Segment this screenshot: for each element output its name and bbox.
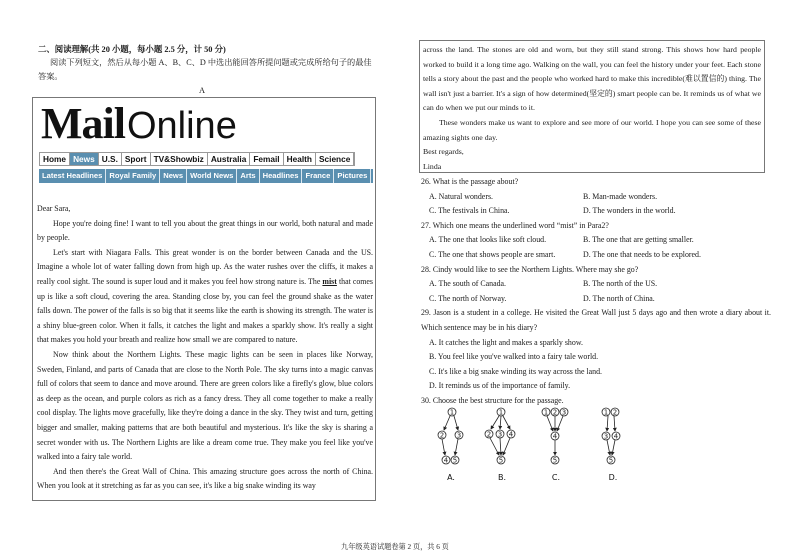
p2-text-before: Let's start with Niagara Falls. This great wonder is on the border between Canada and the US. Imagine a whole lot of water falling down from high up. As the water rushes over the cliffs, it makes a really cool sight. The sound is super loud and it makes you feel how strong nature is. The: [37, 247, 373, 286]
structure-diagram-b: [485, 408, 515, 465]
svg-text:1: 1: [498, 408, 504, 417]
question-27-stem: 27. Which one means the underlined word “mist” in Para2?: [421, 220, 609, 230]
logo-online-text: Online: [126, 105, 237, 147]
subnav-pictures[interactable]: Pictures: [334, 169, 371, 183]
q28-option-c[interactable]: C. The north of Norway.: [429, 293, 507, 303]
q27-option-b[interactable]: B. The one that are getting smaller.: [583, 235, 694, 245]
svg-text:4: 4: [508, 430, 514, 439]
svg-text:4: 4: [613, 432, 619, 441]
letter-greeting: Dear Sara,: [37, 204, 71, 213]
q28-option-a[interactable]: A. The south of Canada.: [429, 279, 506, 289]
q29-option-d[interactable]: D. It reminds us of the importance of family.: [429, 381, 571, 391]
q30-option-b[interactable]: B.: [497, 473, 507, 482]
q29-option-a[interactable]: A. It catches the light and makes a sparkly show.: [429, 337, 583, 347]
nav-item-news[interactable]: News: [70, 153, 99, 165]
question-26-options: [421, 190, 771, 219]
structure-diagram-a: [438, 408, 463, 465]
nav-item-home[interactable]: Home: [40, 153, 70, 165]
svg-text:2: 2: [486, 430, 492, 439]
svg-text:4: 4: [552, 432, 558, 441]
passage-box: [32, 97, 376, 501]
subnav-headlines[interactable]: Headlines: [260, 169, 303, 183]
nav-item-femail[interactable]: Femail: [250, 153, 283, 165]
question-29-stem: 29. Jason is a student in a college. He visited the Great Wall just 5 days ago and then wrote a diary about it. Which sentence may be in his diary?: [421, 308, 771, 332]
letter-signature: Linda: [423, 161, 442, 171]
svg-text:4: 4: [443, 456, 449, 465]
nav-item-australia[interactable]: Australia: [208, 153, 251, 165]
underlined-word-mist: mist: [322, 276, 337, 286]
subnav-royal-family[interactable]: Royal Family: [106, 169, 160, 183]
structure-diagram-d: [602, 408, 620, 465]
passage-letter: A: [199, 86, 206, 95]
svg-text:5: 5: [452, 456, 458, 465]
svg-text:2: 2: [612, 408, 618, 417]
question-28-options: [421, 277, 771, 306]
question-28-stem: 28. Cindy would like to see the Northern Lights. Where may she go?: [421, 264, 639, 274]
sub-nav-bar: [39, 169, 373, 183]
letter-body: [37, 202, 373, 494]
svg-text:3: 3: [561, 408, 567, 417]
structure-diagram-c: [542, 408, 568, 465]
q29-option-b[interactable]: B. You feel like you've walked into a fairy tale world.: [429, 352, 599, 362]
question-26-stem: 26. What is the passage about?: [421, 177, 519, 186]
letter-paragraph-4-cont: across the land. The stones are old and worn, but they still stand strong. This shows how hard people worked to build it a long time ago. Walking on the wall, you can feel the history under your feet. Each stone tells a story about the past and the people who worked hard to make this incredible(难以置信的) thing. The wall isn't just a barrier. It's a sign of how determined(坚定的) smart people can be. It reminds us of what we can do when we put our minds to it.: [423, 45, 761, 113]
q28-option-d[interactable]: D. The north of China.: [583, 293, 655, 303]
question-list: [421, 175, 771, 409]
letter-paragraph-1: Hope you're doing fine! I want to tell you about the great things in our world, both natural and made by people.: [37, 218, 373, 243]
svg-text:3: 3: [456, 431, 462, 440]
q30-option-d[interactable]: D.: [608, 473, 618, 482]
subnav-arts[interactable]: Arts: [237, 169, 259, 183]
svg-text:1: 1: [603, 408, 609, 417]
letter-paragraph-4: And then there's the Great Wall of China. This amazing structure goes across the north of China. When you look at it stretching as far as you can see, it's like a big snake winding its way: [37, 466, 373, 491]
q26-option-c[interactable]: C. The festivals in China.: [429, 206, 510, 216]
q26-option-a[interactable]: A. Natural wonders.: [429, 191, 493, 201]
subnav-world-news[interactable]: World News: [187, 169, 237, 183]
subnav-france[interactable]: France: [302, 169, 334, 183]
nav-item-health[interactable]: Health: [284, 153, 316, 165]
q27-option-a[interactable]: A. The one that looks like soft cloud.: [429, 235, 547, 245]
subnav-latest-headlines[interactable]: Latest Headlines: [39, 169, 106, 183]
nav-item-us[interactable]: U.S.: [99, 153, 122, 165]
mail-online-logo: [41, 99, 237, 148]
svg-text:5: 5: [552, 456, 558, 465]
q27-option-d[interactable]: D. The one that needs to be explored.: [583, 249, 701, 259]
q30-option-a[interactable]: A.: [447, 473, 455, 482]
svg-text:2: 2: [552, 408, 558, 417]
svg-text:1: 1: [543, 408, 549, 417]
q28-option-b[interactable]: B. The north of the US.: [583, 279, 658, 289]
letter-paragraph-3: Now think about the Northern Lights. These magic lights can be seen in places like Norway, Sweden, Finland, and parts of Canada that are close to the North Pole. The sky turns into a magic canvas full of colors that seem to dance and move around. There are green colors like a firefly's glow, blue colors as deep as the ocean, and purple colors as rich as a fancy dress. They all come together to make a really cool display. The lights move gracefully, like they're doing a dance in the sky. They twist and turn, getting bigger and smaller, making patterns that are both beautiful and mysterious. It's like the sky is sharing a secret wonder with us. The Northern Lights are like a dream come true. They make you feel like you've walked into a fairy tale world.: [37, 349, 373, 462]
svg-text:5: 5: [498, 456, 504, 465]
logo-mail-text: Mail: [41, 99, 125, 148]
structure-diagrams: [432, 404, 652, 484]
svg-text:3: 3: [497, 430, 503, 439]
question-29-options: [421, 336, 771, 394]
svg-text:3: 3: [603, 432, 609, 441]
page-footer: 九年级英语试题卷第 2 页，共 6 页: [341, 543, 449, 551]
subnav-news[interactable]: News: [160, 169, 187, 183]
section-title: 二、阅读理解(共 20 小题，每小题 2.5 分，计 50 分): [38, 45, 226, 54]
q30-option-c[interactable]: C.: [551, 473, 561, 482]
letter-paragraph-5: These wonders make us want to explore and see more of our world. I hope you can see some of these amazing sights one day.: [423, 117, 761, 142]
p2-text-after: that comes up is like a soft cloud, covering the area. Standing close by, you can feel the ground shake as the water falls down. The power of the falls is so big that it seems like the earth is showing its strength. The water is a shiny blue-green color. When it falls, it catches the light and makes a sparkly show. It's really a sight that makes you hold your breath and realize how small we are compared to nature.: [37, 276, 373, 345]
letter-closing: Best regards,: [423, 147, 464, 157]
section-instruction: 阅读下列短文，然后从每小题 A、B、C、D 中选出能回答所提问题或完成所给句子的最佳答案。: [38, 58, 372, 81]
q27-option-c[interactable]: C. The one that shows people are smart.: [429, 249, 556, 259]
main-nav-bar: [39, 152, 355, 166]
passage-continuation-box: [419, 40, 765, 173]
nav-item-sport[interactable]: Sport: [122, 153, 151, 165]
svg-text:2: 2: [439, 431, 445, 440]
nav-item-tvshowbiz[interactable]: TV&Showbiz: [151, 153, 208, 165]
q26-option-d[interactable]: D. The wonders in the world.: [583, 206, 676, 216]
letter-paragraph-2: [37, 246, 373, 348]
q29-option-c[interactable]: C. It's like a big snake winding its way across the land.: [429, 366, 603, 376]
svg-text:5: 5: [608, 456, 614, 465]
question-27-options: [421, 233, 771, 262]
nav-item-science[interactable]: Science: [316, 153, 354, 165]
svg-text:1: 1: [449, 408, 455, 417]
question-30-stem: 30. Choose the best structure for the passage.: [421, 395, 564, 405]
q26-option-b[interactable]: B. Man-made wonders.: [583, 191, 658, 201]
